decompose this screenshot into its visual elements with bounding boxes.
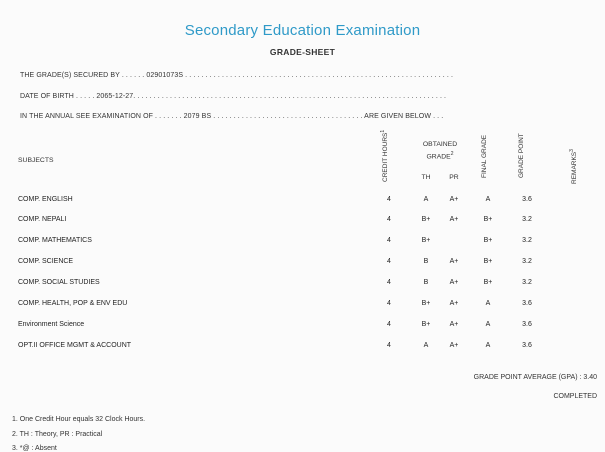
table-row [0, 258, 605, 272]
exam-line: IN THE ANNUAL SEE EXAMINATION OF . . . . . . . 2079 BS . . . . . . . . . . . . . . . . . . . . . . . . . . . . . . . . . . . . . ARE GIVEN BELOW . . . [20, 113, 444, 120]
final-grade-header: FINAL GRADE [481, 134, 488, 178]
credit-hours-label: CREDIT HOURS [382, 132, 390, 182]
grade-point: 3.6 [522, 321, 532, 328]
practical-grade: A+ [449, 279, 459, 286]
theory-grade: B+ [421, 216, 431, 223]
table-row [0, 196, 605, 210]
practical-grade: A+ [449, 196, 459, 203]
th-header: TH [421, 174, 431, 181]
subjects-header: SUBJECTS [18, 157, 54, 164]
remarks-header [570, 144, 578, 184]
credit-hours-sup: 1 [380, 129, 386, 133]
final-grade: A [485, 321, 491, 328]
credit-hours: 4 [387, 300, 391, 307]
table-row [0, 321, 605, 335]
table-row [0, 279, 605, 293]
practical-grade: A+ [449, 258, 459, 265]
practical-grade: A+ [449, 216, 459, 223]
final-grade: A [485, 196, 491, 203]
final-grade: B+ [483, 279, 493, 286]
subject-name: COMP. HEALTH, POP & ENV EDU [18, 300, 128, 307]
credit-hours: 4 [387, 237, 391, 244]
final-grade: A [485, 300, 491, 307]
remarks-label: REMARKS [571, 151, 579, 184]
obtained-grade-sup: 2 [450, 151, 454, 157]
page-title: Secondary Education Examination [184, 22, 421, 39]
obtained-header: OBTAINED [422, 141, 458, 148]
gpa-summary: GRADE POINT AVERAGE (GPA) : 3.40 [473, 374, 597, 381]
subject-name: COMP. NEPALI [18, 216, 67, 223]
theory-grade: B+ [421, 300, 431, 307]
grade-point: 3.2 [522, 237, 532, 244]
grade-point: 3.2 [522, 258, 532, 265]
grade-point: 3.6 [522, 342, 532, 349]
credit-hours: 4 [387, 216, 391, 223]
credit-hours: 4 [387, 342, 391, 349]
remarks-sup: 3 [569, 149, 575, 152]
theory-grade: B [423, 279, 429, 286]
footnote: 2. TH : Theory, PR : Practical [12, 431, 103, 438]
final-grade: A [485, 342, 491, 349]
obtained-grade-header [412, 151, 468, 160]
credit-hours: 4 [387, 279, 391, 286]
theory-grade: A [423, 196, 429, 203]
table-row [0, 216, 605, 230]
grade-point: 3.6 [522, 300, 532, 307]
practical-grade: A+ [449, 342, 459, 349]
credit-hours-header [380, 129, 390, 182]
final-grade: B+ [483, 237, 493, 244]
grade-secured-line: THE GRADE(S) SECURED BY . . . . . . 02901073S . . . . . . . . . . . . . . . . . . . . . . . . . . . . . . . . . . . . . . . . . . . . . . . . . . . . . . . . . . . . . . . . . . [20, 72, 454, 79]
subject-name: OPT.II OFFICE MGMT & ACCOUNT [18, 342, 132, 349]
obtained-grade-label: GRADE [426, 153, 451, 161]
subject-name: COMP. ENGLISH [18, 196, 73, 203]
subject-name: COMP. SCIENCE [18, 258, 74, 265]
page-subtitle: GRADE-SHEET [269, 47, 336, 57]
footnote: 1. One Credit Hour equals 32 Clock Hours. [12, 416, 146, 423]
credit-hours: 4 [387, 196, 391, 203]
credit-hours: 4 [387, 258, 391, 265]
grade-point: 3.6 [522, 196, 532, 203]
final-grade: B+ [483, 258, 493, 265]
grade-point-header: GRADE POINT [518, 133, 525, 178]
final-grade: B+ [483, 216, 493, 223]
table-row [0, 342, 605, 356]
status-text: COMPLETED [553, 393, 597, 400]
theory-grade: B [423, 258, 429, 265]
practical-grade: A+ [449, 321, 459, 328]
theory-grade: A [423, 342, 429, 349]
practical-grade: A+ [449, 300, 459, 307]
pr-header: PR [449, 174, 459, 181]
subject-name: Environment Science [18, 321, 85, 328]
table-row [0, 300, 605, 314]
footnote: 3. *@ : Absent [12, 445, 57, 452]
grade-point: 3.2 [522, 216, 532, 223]
table-row [0, 237, 605, 251]
subject-name: COMP. MATHEMATICS [18, 237, 92, 244]
subject-name: COMP. SOCIAL STUDIES [18, 279, 100, 286]
grade-point: 3.2 [522, 279, 532, 286]
credit-hours: 4 [387, 321, 391, 328]
theory-grade: B+ [421, 237, 431, 244]
date-of-birth-line: DATE OF BIRTH . . . . . 2065-12-27. . . . . . . . . . . . . . . . . . . . . . . . . . . . . . . . . . . . . . . . . . . . . . . . . . . . . . . . . . . . . . . . . . . . . . . . . . . . . [20, 93, 447, 100]
theory-grade: B+ [421, 321, 431, 328]
